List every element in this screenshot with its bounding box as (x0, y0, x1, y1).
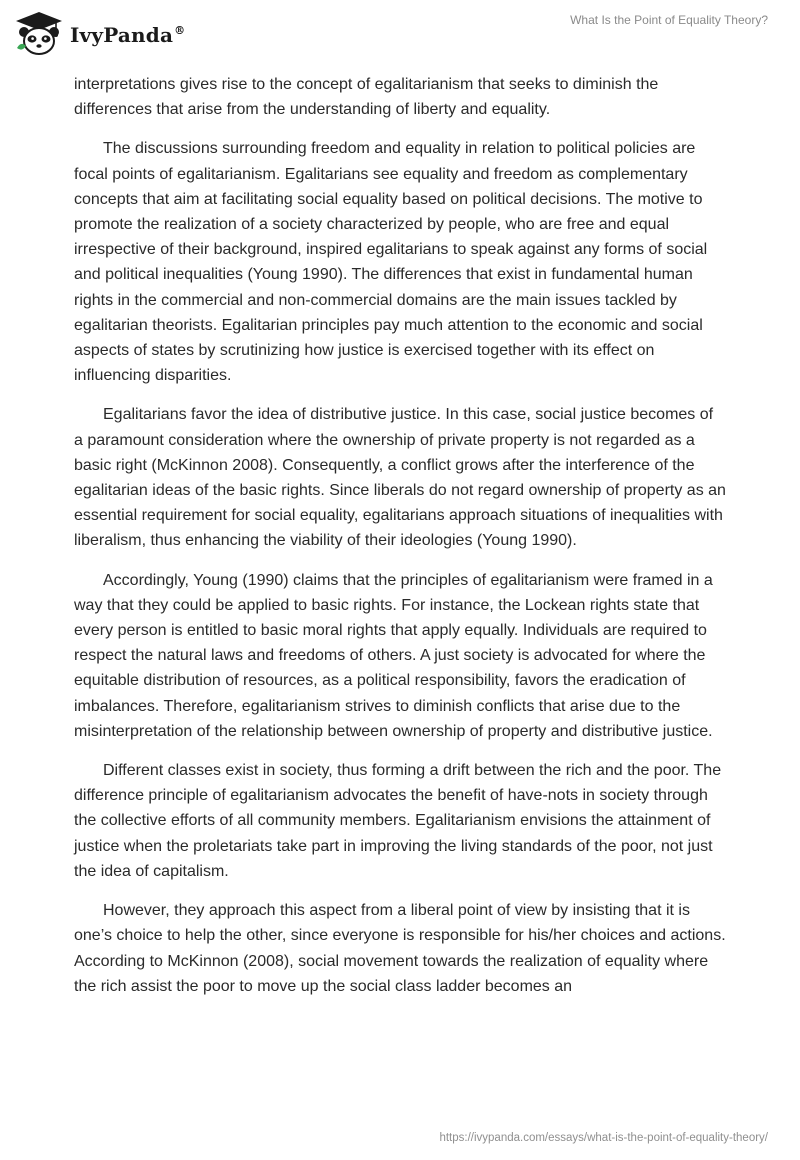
document-title: What Is the Point of Equality Theory? (570, 13, 768, 27)
paragraph: However, they approach this aspect from a liberal point of view by insisting that it is one’s choice to help the other, since everyone is responsible for his/her choices and actions. According to McKinnon (2008), social movement towards the realization of equality where the rich assist the poor to move up the social class ladder becomes an (74, 902, 726, 995)
paragraph: interpretations gives rise to the concept of egalitarianism that seeks to diminish the differences that arise from the understanding of liberty and equality. (74, 76, 659, 119)
paragraph: Egalitarians favor the idea of distributive justice. In this case, social justice becomes of a paramount consideration where the ownership of private property is not regarded as a basic right (McKinnon 2008). Consequently, a conflict grows after the interference of the egalitarian ideas of the basic rights. Since liberals do not regard ownership of property as an essential requirement for social equality, egalitarians approach situations of inequalities with liberalism, thus enhancing the viability of their ideologies (Young 1990). (74, 406, 726, 550)
paragraph: The discussions surrounding freedom and equality in relation to political policies are focal points of egalitarianism. Egalitarians see equality and freedom as complementary concepts that aim at facilitating social equality based on political decisions. The motive to promote the realization of a society characterized by people, who are free and equal irrespective of their background, inspired egalitarians to speak against any forms of social and political inequalities (Young 1990). The differences that exist in fundamental human rights in the commercial and non-commercial domains are the main issues tackled by egalitarian theorists. Egalitarian principles pay much attention to the economic and social aspects of states by scrutinizing how justice is exercised together with its effect on influencing disparities. (74, 140, 708, 385)
paragraph: Accordingly, Young (1990) claims that the principles of egalitarianism were framed in a way that they could be applied to basic rights. For instance, the Lockean rights state that every person is entitled to basic moral rights that apply equally. Individuals are required to respect the natural laws and freedoms of others. A just society is advocated for where the equitable distribution of resources, as a political responsibility, favors the eradication of imbalances. Therefore, egalitarianism strives to diminish conflicts that arise due to the misinterpretation of the relationship between ownership of property and distributive justice. (74, 571, 713, 740)
panda-graduate-icon (14, 10, 64, 56)
source-url-link[interactable]: https://ivypanda.com/essays/what-is-the-point-of-equality-theory/ (439, 1132, 768, 1144)
page-header (0, 0, 800, 70)
paragraph: Different classes exist in society, thus forming a drift between the rich and the poor. The difference principle of egalitarianism advocates the benefit of have-nots in society through the collective efforts of all community members. Egalitarianism envisions the attainment of justice when the proletariats take part in improving the living standards of the poor, not just the idea of capitalism. (74, 762, 722, 880)
essay-body (74, 72, 726, 1013)
ivypanda-logo[interactable] (14, 10, 185, 56)
brand-name: IvyPanda (70, 23, 174, 47)
registered-mark: ® (174, 24, 186, 38)
